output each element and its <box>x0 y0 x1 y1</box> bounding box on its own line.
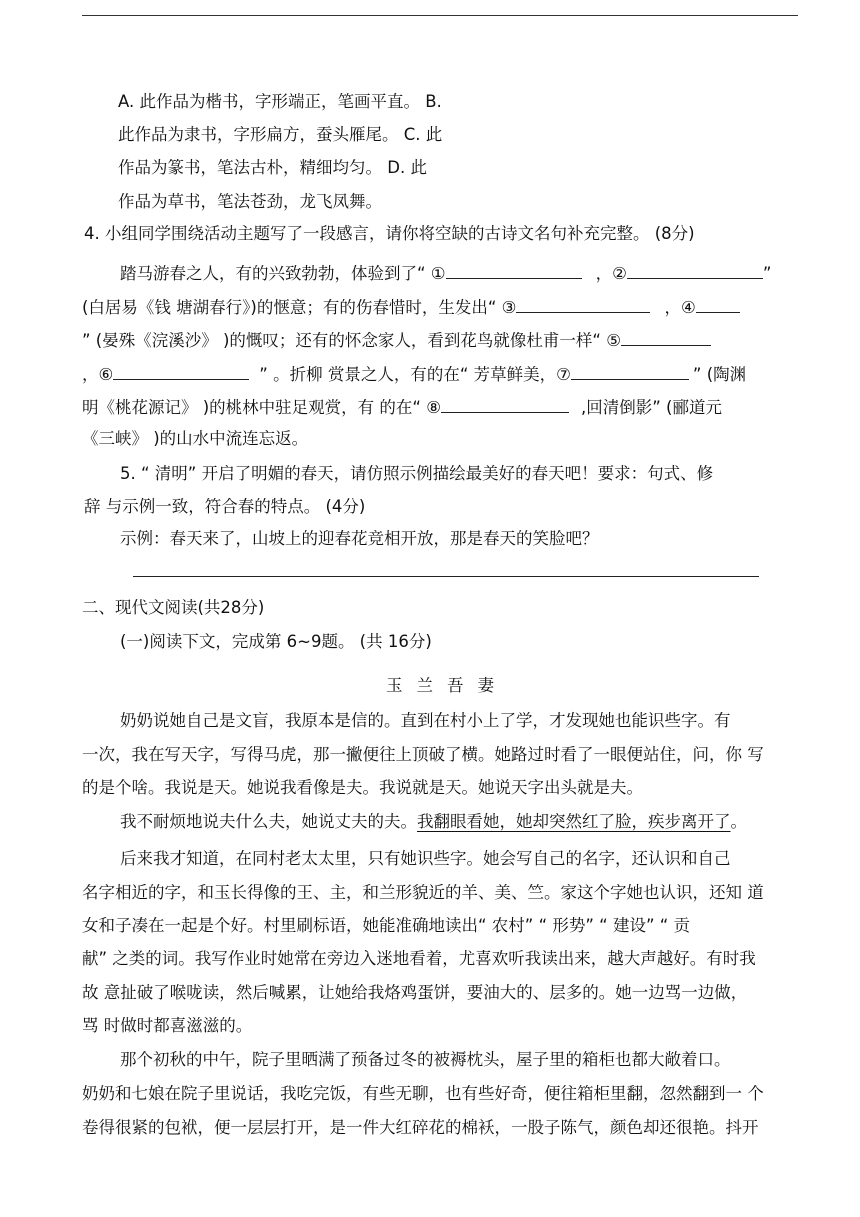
q4-text: ” (晏殊《浣溪沙》 )的慨叹；还有的怀念家人，看到花鸟就像杜甫一样“ ⑤ <box>82 331 621 350</box>
q4-text: ,回清倒影” (郦道元 <box>581 398 722 417</box>
passage-line: 那个初秋的中午，院子里晒满了预备过冬的被褥枕头，屋子里的箱柜也都大敞着口。 <box>120 1050 731 1069</box>
passage-line: 女和子凑在一起是个好。村里刷标语，她能准确地读出“ 农村” “ 形势” “ 建设” “ 贡 <box>82 916 691 935</box>
q3-option-d: 作品为草书，笔法苍劲，龙飞凤舞。 <box>118 192 382 211</box>
q4-line-2 <box>82 294 740 320</box>
q4-line-4 <box>82 361 746 387</box>
q4-text: ” (陶渊 <box>692 365 747 384</box>
section-heading: 二、现代文阅读(共28分) <box>82 598 265 617</box>
passage-line: 奶奶和七娘在院子里说话，我吃完饭，有些无聊，也有些好奇，便往箱柜里翻，忽然翻到一 个 <box>82 1084 764 1103</box>
section-subheading: (一)阅读下文，完成第 6~9题。 (共 16分) <box>120 632 432 651</box>
blank-3[interactable] <box>516 294 650 313</box>
passage-text: 我不耐烦地说夫什么夫，她说丈夫的夫。 <box>120 812 417 831</box>
passage-title: 玉兰吾妻 <box>386 676 508 695</box>
blank-5[interactable] <box>621 327 711 346</box>
q4-line-3 <box>82 327 711 353</box>
q4-text: 踏马游春之人，有的兴致勃勃，体验到了“ ① <box>120 264 446 283</box>
passage-line <box>120 810 747 834</box>
q4-text: ，② <box>595 264 627 283</box>
blank-8[interactable] <box>441 394 569 413</box>
blank-2[interactable] <box>627 260 763 279</box>
underlined-sentence: 我翻眼看她，她却突然红了脸，疾步离开了 <box>417 812 731 831</box>
blank-4[interactable] <box>696 294 740 313</box>
passage-line: 名字相近的字，和玉长得像的王、主，和兰形貌近的羊、美、竺。家这个字她也认识，还知 道 <box>82 883 764 902</box>
q4-text: (白居易《钱 塘湖春行》)的惬意；有的伤春惜时，生发出“ ③ <box>82 298 517 317</box>
passage-line: 的是个啥。我说是天。她说我看像是夫。我说就是天。她说天字出头就是夫。 <box>82 778 643 797</box>
blank-1[interactable] <box>446 260 582 279</box>
q5-line-2: 辞 与示例一致，符合春的特点。 (4分) <box>84 497 366 516</box>
passage-line: 故 意扯破了喉咙读，然后喊累，让她给我烙鸡蛋饼，要油大的、层多的。她一边骂一边做， <box>82 983 748 1002</box>
q4-text: 明《桃花源记》 )的桃林中驻足观赏，有 的在“ ⑧ <box>82 398 442 417</box>
q4-text: ” 。折柳 赏景之人，有的在“ 芳草鲜美，⑦ <box>259 365 571 384</box>
blank-7[interactable] <box>571 361 689 380</box>
q3-option-b: 此作品为隶书，字形扁方，蚕头雁尾。 C. 此 <box>118 125 443 144</box>
passage-text: 。 <box>730 812 747 831</box>
q4-line-5 <box>82 394 722 420</box>
q3-option-a: A. 此作品为楷书，字形端正，笔画平直。 B. <box>118 92 442 111</box>
passage-line: 骂 时做时都喜滋滋的。 <box>82 1016 253 1035</box>
q5-example: 示例：春天来了，山坡上的迎春花竞相开放，那是春天的笑脸吧？ <box>120 529 599 548</box>
q4-text: ，⑥ <box>82 365 114 384</box>
q4-line-1 <box>120 260 771 286</box>
passage-line: 卷得很紧的包袱，便一层层打开，是一件大红碎花的棉袄，一股子陈气，颜色却还很艳。抖开 <box>82 1118 759 1137</box>
q4-text: ” <box>762 264 772 283</box>
q4-text: ，④ <box>664 298 696 317</box>
header-rule <box>82 15 798 16</box>
q5-line-1: 5. “ 清明” 开启了明媚的春天，请仿照示例描绘最美好的春天吧！要求：句式、修 <box>120 464 714 483</box>
q3-option-c: 作品为篆书，笔法古朴，精细均匀。 D. 此 <box>118 158 427 177</box>
passage-line: 后来我才知道，在同村老太太里，只有她识些字。她会写自己的名字，还认识和自己 <box>120 849 731 868</box>
passage-line: 奶奶说她自己是文盲，我原本是信的。直到在村小上了学，才发现她也能识些字。有 <box>120 711 731 730</box>
passage-line: 献” 之类的词。我写作业时她常在旁边入迷地看着，尤喜欢听我读出来，越大声越好。有时我 <box>82 949 756 968</box>
passage-line: 一次，我在写天字，写得马虎，那一撇便往上顶破了横。她路过时看了一眼便站住，问，你 写 <box>82 745 764 764</box>
q4-line-6: 《三峡》 )的山水中流连忘返。 <box>82 429 309 448</box>
answer-line[interactable] <box>133 576 759 577</box>
q4-prompt: 4. 小组同学围绕活动主题写了一段感言，请你将空缺的古诗文名句补充完整。 (8分) <box>84 224 695 243</box>
blank-6[interactable] <box>113 361 249 380</box>
